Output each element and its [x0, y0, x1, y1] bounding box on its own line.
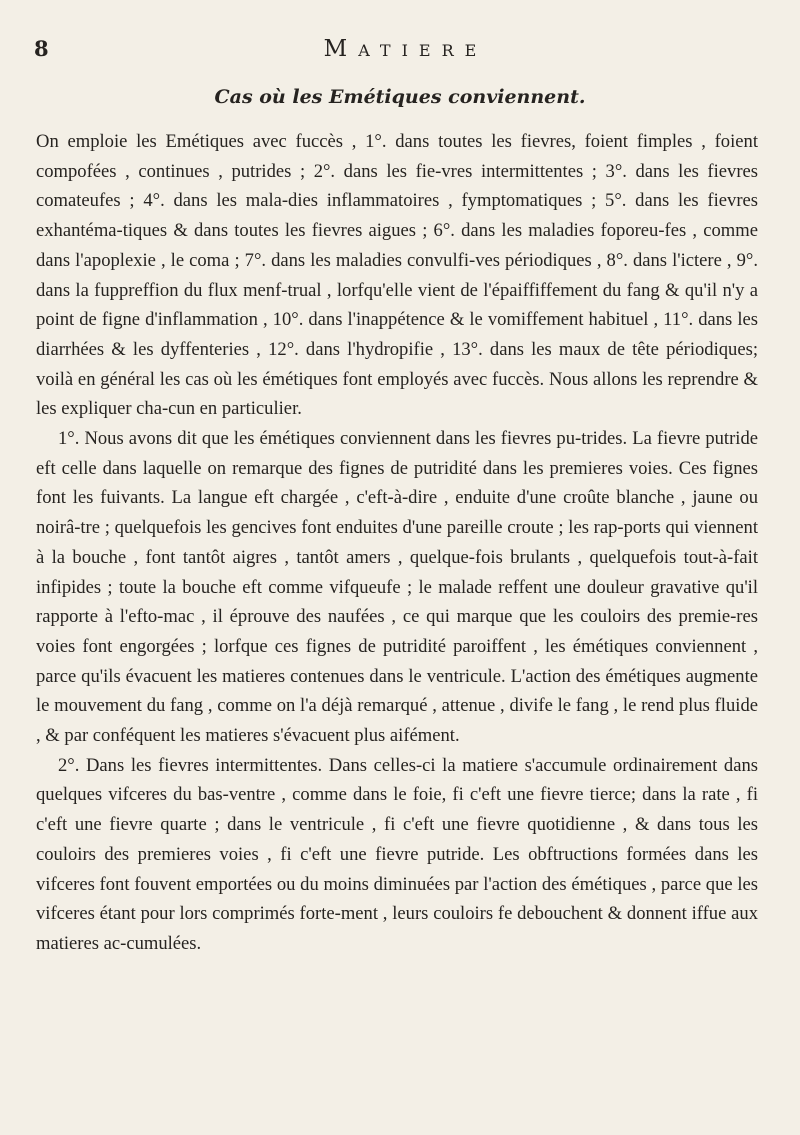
paragraph-intermittent-fevers: 2°. Dans les fievres intermittentes. Dans celles-ci la matiere s'accumule ordinairement dans quelques vifceres du bas-ventre , comme dans le foie, fi c'eft une fievre tierce; dans la rate , fi c'eft une fievre quarte ; dans le ventricule , fi c'eft une fievre quotidienne , & dans tous les couloirs des premieres voies , fi c'eft une fievre putride. Les obftructions formées dans les vifceres font fouvent emportées ou du moins diminuées par l'action des émétiques , parce que les vifceres étant pour lors comprimés forte-ment , leurs couloirs fe debouchent & donnent iffue aux matieres ac-cumulées.	[36, 754, 758, 954]
section-title: Cas où les Emétiques conviennent.	[214, 86, 586, 108]
page-number: 8	[34, 36, 49, 61]
running-head	[0, 36, 800, 64]
body-text	[36, 127, 758, 959]
running-title: Matiere	[323, 36, 488, 62]
paragraph-putrid-fevers: 1°. Nous avons dit que les émétiques conviennent dans les fievres pu-trides. La fievre putride eft celle dans laquelle on remarque des fignes de putridité dans les premieres voies. Ces fignes font les fuivants. La langue eft chargée , c'eft-à-dire , enduite d'une croûte blanche , jaune ou noirâ-tre ; quelquefois les gencives font enduites d'une pareille croute ; les rap-ports qui viennent à la bouche , font tantôt aigres , tantôt amers , quelque-fois brulants , quelquefois tout-à-fait infipides ; toute la bouche eft comme vifqueufe ; le malade reffent une douleur gravative qu'il rapporte à l'efto-mac , il éprouve des naufées , ce qui marque que les couloirs des premie-res voies font engorgées ; lorfque ces fignes de putridité paroiffent , les émétiques conviennent , parce qu'ils évacuent les matieres contenues dans le ventricule. L'action des émétiques augmente le mouvement du fang , comme on l'a déjà remarqué , attenue , divife le fang , le rend plus fluide , & par conféquent les matieres s'évacuent plus aifément.	[36, 428, 758, 747]
paragraph-intro: On emploie les Emétiques avec fuccès , 1°. dans toutes les fievres, foient fimples , foient compofées , continues , putrides ; 2°. dans les fie-vres intermittentes ; 3°. dans les fievres comateufes ; 4°. dans les mala-dies inflammatoires , fymptomatiques ; 5°. dans les fievres exhantéma-tiques & dans toutes les fievres aigues ; 6°. dans les maladies foporeu-fes , comme dans l'apoplexie , le coma ; 7°. dans les maladies convulfi-ves périodiques , 8°. dans l'ictere , 9°. dans la fuppreffion du flux menf-trual , lorfqu'elle vient de l'épaiffiffement du fang & qu'il n'y a point de figne d'inflammation , 10°. dans l'inappétence & le vomiffement habituel , 11°. dans les diarrhées & les dyffenteries , 12°. dans l'hydropifie , 13°. dans les maux de tête périodiques; voilà en général les cas où les émétiques font employés avec fuccès. Nous allons les reprendre & les expliquer cha-cun en particulier.	[36, 131, 758, 420]
